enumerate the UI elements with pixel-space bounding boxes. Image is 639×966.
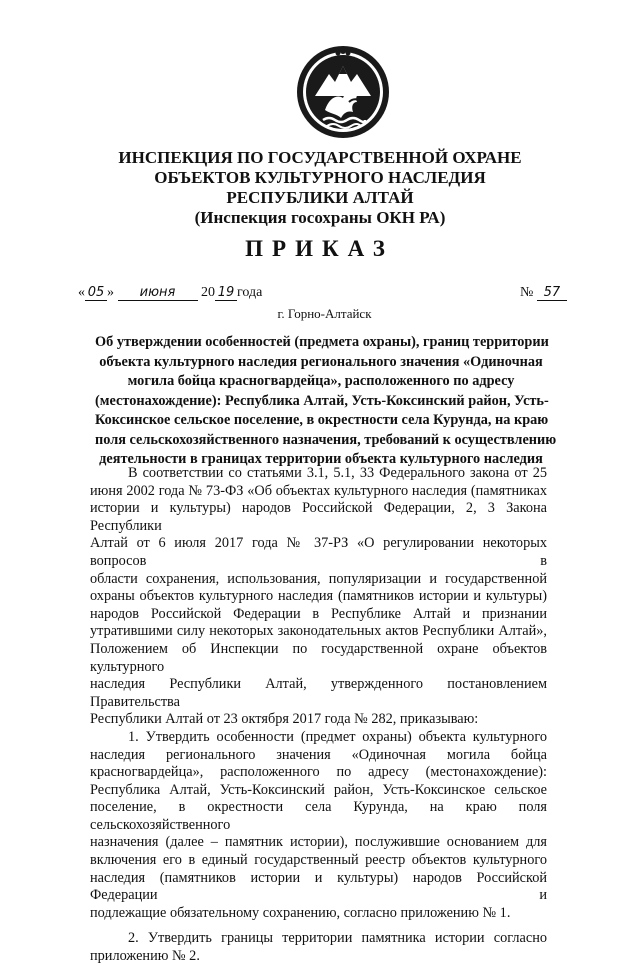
issuer-header	[100, 148, 540, 228]
preamble-line: Положением об Инспекции по государственной охране объектов культурного	[90, 640, 547, 675]
preamble-line: Республики Алтай от 23 октября 2017 года № 282, приказываю:	[90, 711, 479, 728]
item-1-line: поселение, в окрестности села Курунда, на краю поля сельскохозяйственного	[90, 799, 547, 833]
republic-altai-coat-of-arms-icon	[295, 44, 391, 140]
order-body	[90, 465, 547, 966]
issuer-line: РЕСПУБЛИКИ АЛТАЙ	[226, 188, 414, 207]
item-1-line: включения его в единый государственный реестр объектов культурного	[90, 852, 547, 869]
order-number	[520, 285, 567, 301]
item-1-line: 1. Утвердить особенности (предмет охраны) объекта культурного	[128, 728, 547, 745]
subject-line: Коксинское сельское поселение, в окрестности села Курунда, на краю	[95, 412, 549, 428]
date-close-quote: »	[107, 285, 114, 300]
item-1-line: наследия регионального значения «Одиночная могила бойца	[90, 746, 547, 763]
order-date	[78, 285, 262, 301]
number-label: №	[520, 285, 534, 300]
issuer-line: ОБЪЕКТОВ КУЛЬТУРНОГО НАСЛЕДИЯ	[154, 168, 486, 187]
preamble-line: утратившими силу некоторых законодательных актов Республики Алтай»,	[90, 623, 547, 640]
subject-line: (местонахождение): Республика Алтай, Усть-Коксинский район, Усть-	[95, 392, 549, 409]
subject-line: Об утверждении особенностей (предмета охраны), границ территории	[95, 334, 549, 350]
item-1-line: Республика Алтай, Усть-Коксинский район, Усть-Коксинское сельское	[90, 781, 547, 798]
date-month: июня	[118, 285, 198, 301]
date-year-suffix: 19	[215, 285, 237, 301]
city: г. Горно-Алтайск	[277, 306, 372, 321]
item-2-line: приложению № 2.	[90, 948, 200, 965]
subject-line: могила бойца красногвардейца», расположенного по адресу	[127, 373, 515, 389]
date-year-word: года	[237, 285, 263, 300]
issuer-abbreviation: (Инспекция госохраны ОКН РА)	[194, 208, 446, 227]
preamble-line: области сохранения, использования, популяризации и государственной	[90, 570, 547, 587]
item-2-line: 2. Утвердить границы территории памятника истории согласно	[128, 930, 547, 947]
item-1-line: назначения (далее – памятник истории), послужившие основанием для	[90, 834, 547, 851]
item-1-line: подлежащие обязательному сохранению, согласно приложению № 1.	[90, 904, 511, 921]
subject-line: поля сельскохозяйственного назначения, требований к осуществлению	[95, 431, 557, 448]
issuer-line: ИНСПЕКЦИЯ ПО ГОСУДАРСТВЕННОЙ ОХРАНЕ	[118, 148, 522, 167]
subject-line: деятельности в границах территории объекта культурного наследия	[99, 451, 543, 467]
date-day: 05	[85, 285, 107, 301]
preamble-line: охраны объектов культурного наследия (памятников истории и культуры)	[90, 588, 547, 605]
preamble-line: Алтай от 6 июля 2017 года № 37-РЗ «О регулировании некоторых вопросов в	[90, 535, 547, 569]
preamble-line: истории и культуры) народов Российской Федерации, 2, 3 Закона Республики	[90, 500, 547, 534]
subject-line: объекта культурного наследия регионального значения «Одиночная	[99, 353, 543, 370]
date-year-prefix: 20	[201, 285, 215, 300]
date-open-quote: «	[78, 285, 85, 300]
order-title: ПРИКАЗ	[245, 236, 394, 261]
preamble-line: наследия Республики Алтай, утвержденного постановлением Правительства	[90, 676, 547, 710]
number-value: 57	[537, 285, 567, 301]
preamble-line: народов Российской Федерации в Республике Алтай и признании	[90, 605, 547, 622]
preamble-line: В соответствии со статьями 3.1, 5.1, 33 Федерального закона от 25	[128, 465, 547, 481]
item-1-line: наследия (памятников истории и культуры) народов Российской Федерации и	[90, 869, 547, 904]
preamble-line: июня 2002 года № 73-ФЗ «Об объектах культурного наследия (памятниках	[90, 482, 547, 499]
order-subject	[95, 333, 557, 470]
item-1-line: красногвардейца», расположенного по адресу (местонахождение):	[90, 764, 547, 781]
